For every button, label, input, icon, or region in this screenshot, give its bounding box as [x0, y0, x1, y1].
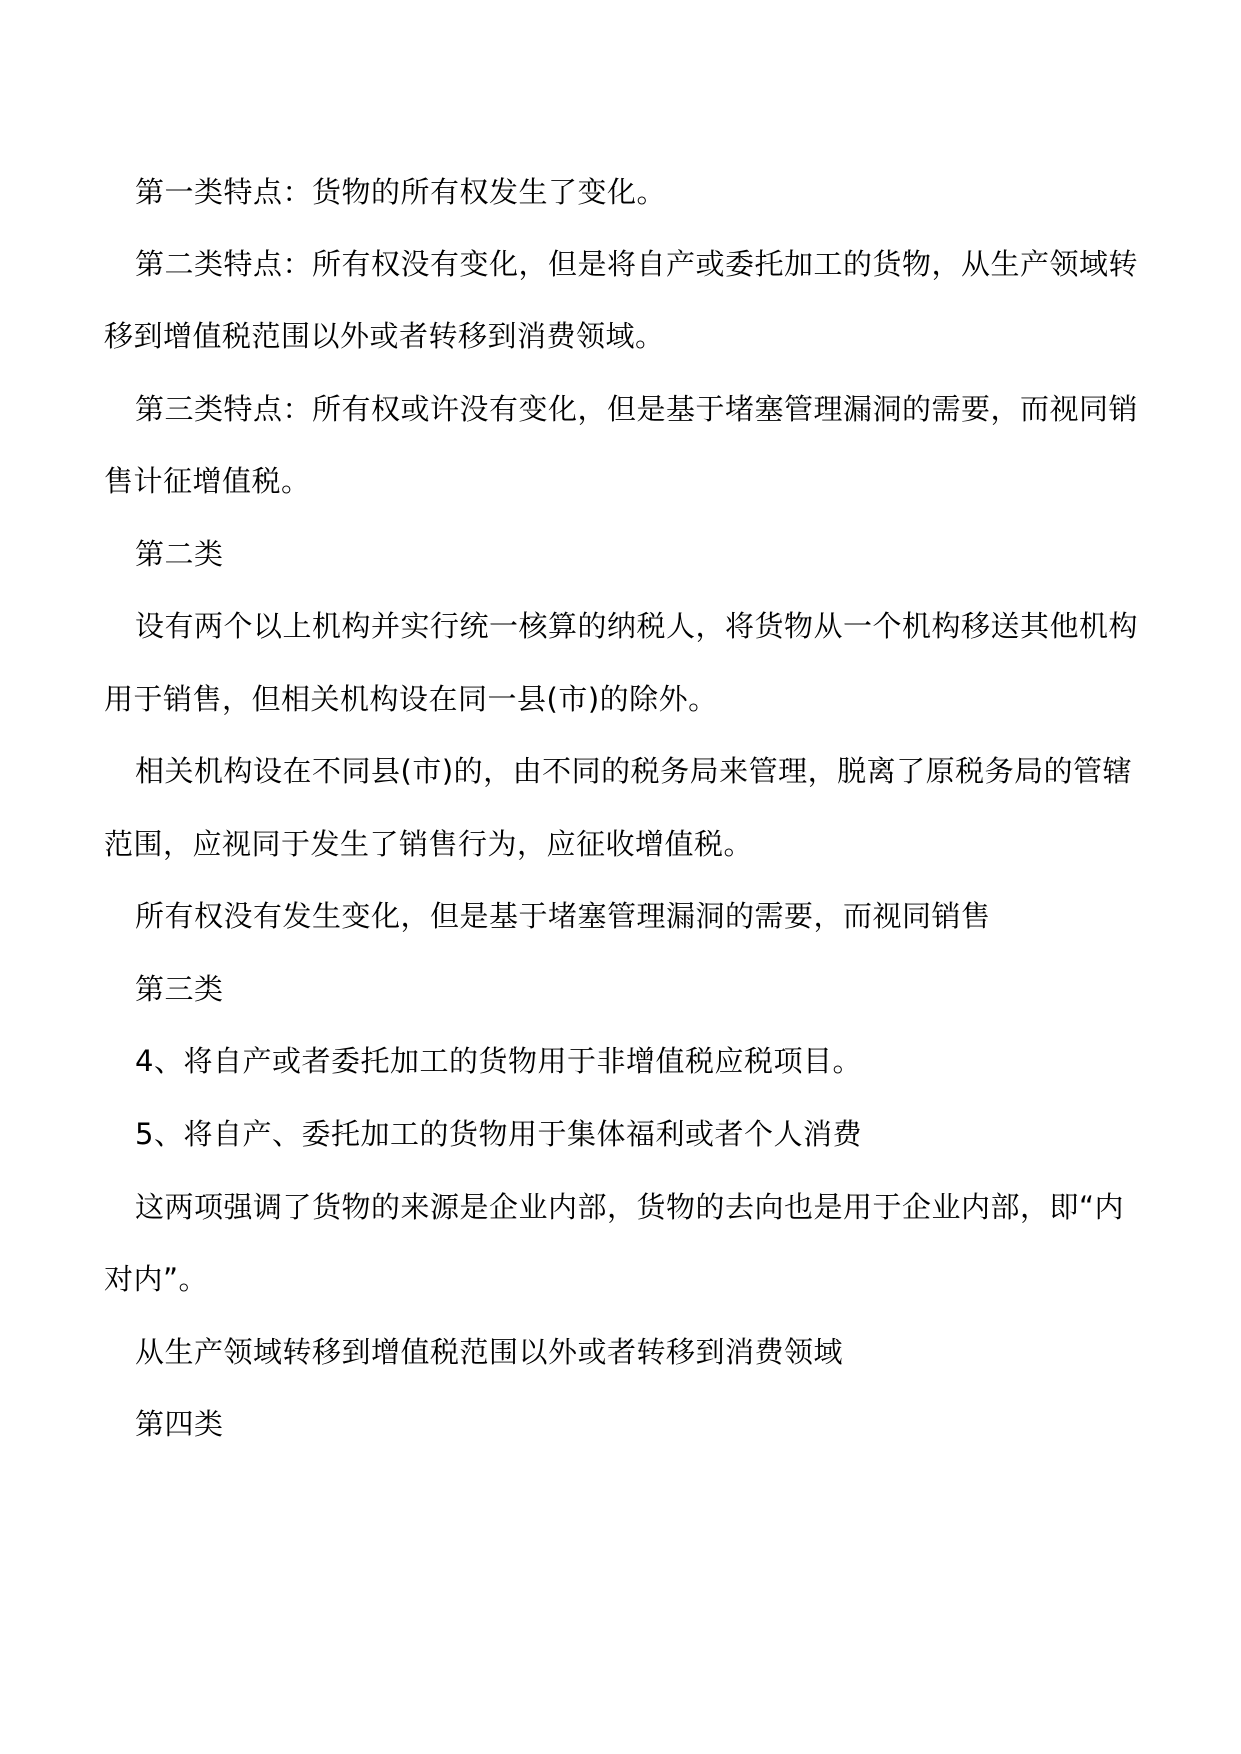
paragraph-line: 第三类特点：所有权或许没有变化，但是基于堵塞管理漏洞的需要，而视同销: [135, 392, 1139, 426]
paragraph-line: 第一类特点：货物的所有权发生了变化。: [135, 175, 667, 209]
paragraph-line: 范围，应视同于发生了销售行为，应征收增值税。: [104, 827, 754, 861]
paragraph-line: 相关机构设在不同县(市)的，由不同的税务局来管理，脱离了原税务局的管辖: [135, 754, 1133, 788]
paragraph-line: 第二类特点：所有权没有变化，但是将自产或委托加工的货物，从生产领域转: [135, 247, 1139, 281]
section-heading: 第二类: [135, 537, 224, 571]
list-item: 4、将自产或者委托加工的货物用于非增值税应税项目。: [135, 1044, 862, 1078]
paragraph-line: 从生产领域转移到增值税范围以外或者转移到消费领域: [135, 1335, 844, 1369]
section-heading: 第三类: [135, 972, 224, 1006]
paragraph-line: 对内”。: [104, 1262, 209, 1296]
list-item: 5、将自产、委托加工的货物用于集体福利或者个人消费: [135, 1117, 862, 1151]
paragraph-line: 这两项强调了货物的来源是企业内部，货物的去向也是用于企业内部，即“内: [135, 1190, 1125, 1224]
paragraph-line: 设有两个以上机构并实行统一核算的纳税人，将货物从一个机构移送其他机构: [135, 609, 1139, 643]
paragraph-line: 售计征增值税。: [104, 464, 311, 498]
paragraph-line: 移到增值税范围以外或者转移到消费领域。: [104, 319, 665, 353]
paragraph-line: 所有权没有发生变化，但是基于堵塞管理漏洞的需要，而视同销售: [135, 899, 991, 933]
section-heading: 第四类: [135, 1407, 224, 1441]
paragraph-line: 用于销售，但相关机构设在同一县(市)的除外。: [104, 682, 718, 716]
